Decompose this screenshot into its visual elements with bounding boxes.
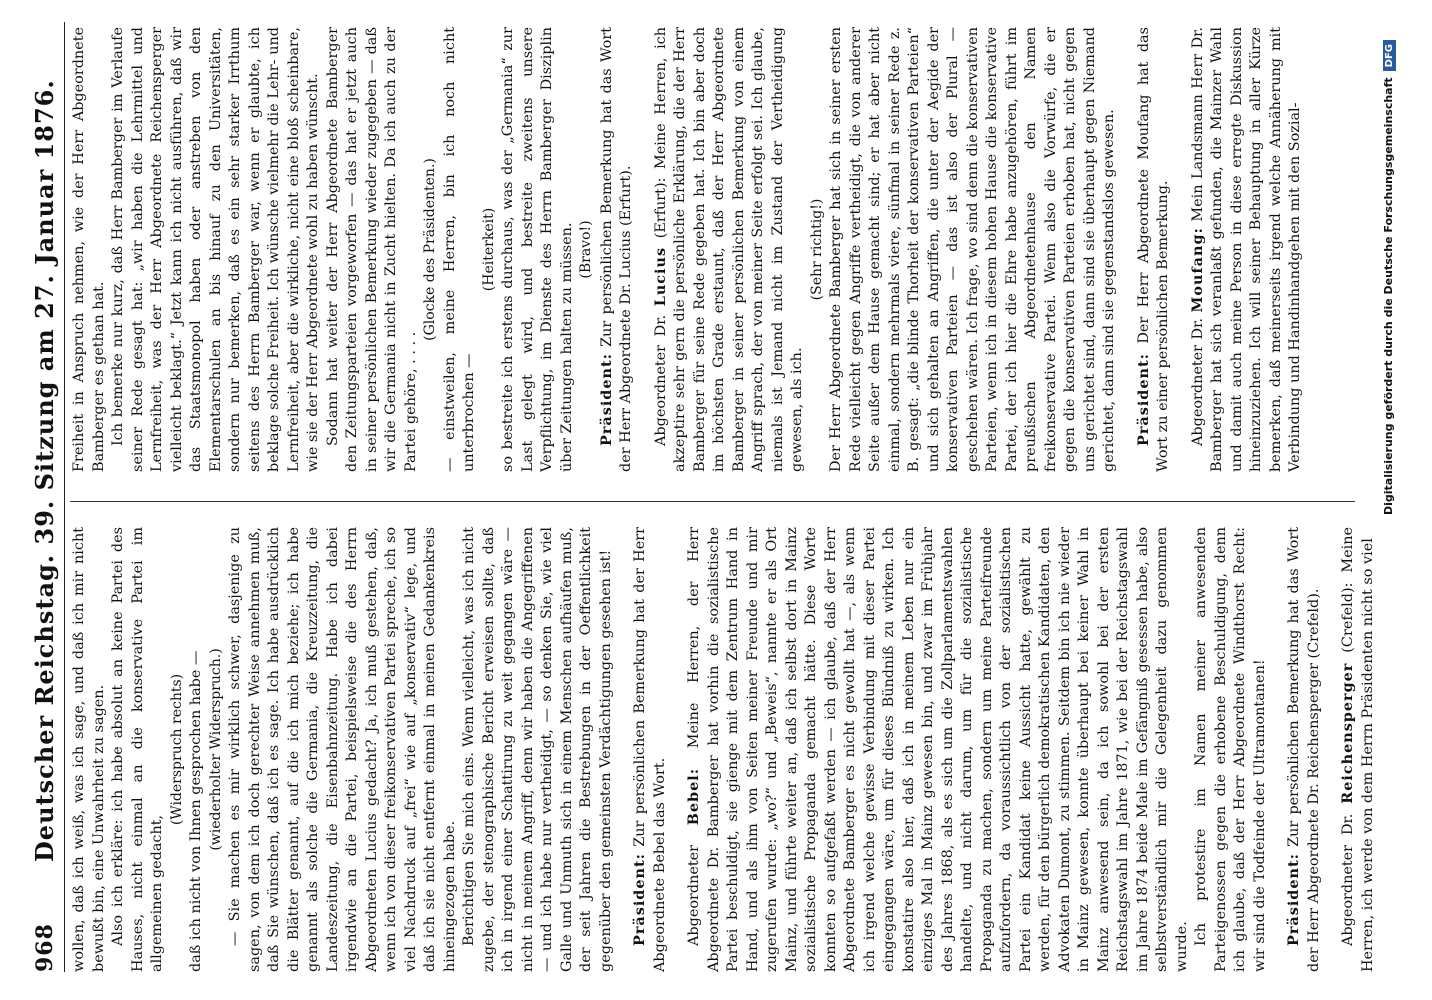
speaker-name: Präsident: — [1134, 353, 1152, 446]
interjection: (Glocke des Präsidenten.) — [422, 158, 438, 341]
speaker-name: Präsident: — [631, 853, 648, 946]
speaker-paragraph — [597, 27, 637, 472]
paragraph: Ich protestire im Namen meiner anwesenden Parteigenossen gegen die erhobene Beschuldigung, denn ich glaube, daß der Herr Abgeordnete Windthorst Recht: wir sind die Todfeinde der Ultramontanen! — [1193, 527, 1268, 972]
speaker-title: Abgeordneter Dr. — [652, 314, 669, 446]
paragraph: so bestreite ich erstens durchaus, was der „Germania“ zur Last gelegt wird, und bestreite zweitens unsere Verpflichtung, im Dienste des Herrn Bamberger Disziplin über Zeitungen halten zu müssen. — [500, 27, 575, 472]
speech-text: Zur persönlichen Bemerkung hat das Wort der Herr Abgeordnete Dr. Reichensperger (Crefeld). — [1286, 527, 1322, 972]
paragraph: Freiheit in Anspruch nehmen, wie der Herr Abgeordnete Bamberger es gethan hat. — [71, 27, 107, 472]
running-title: Deutscher Reichstag. 39. Sitzung am 27. Januar 1876. — [30, 79, 59, 862]
page-number: 968 — [32, 923, 58, 972]
digitization-credit — [1382, 0, 1396, 1000]
paragraph: Berichtigen Sie mich eins. Wenn vielleicht, was ich nicht zugebe, der stenographische Bericht erweisen sollte, daß ich in irgend einer Schattirung zu weit gegangen wäre — nicht in meinem Angriff, denn wir haben die Angegriffenen — und ich habe nur vertheidigt, — so denken Sie, wie viel Galle und Unmuth sich in einem Menschen aufhäufen muß, der seit Jahren die Bestrebungen in der Oeffentlichkeit gegenüber den gemeinsten Verdächtigungen gesehen ist! — [461, 527, 614, 972]
right-column — [70, 27, 1350, 472]
column-divider — [70, 501, 1355, 502]
speech-text: (Erfurt): Meine Herren, ich akzeptire sehr gern die persönliche Erklärung, die der Herr Bamberger für seine Rede gegeben hat. Ich bin aber doch im höchsten Grade erstaunt, daß der Herr Abgeordnete Bamberger in seiner persönlichen Bemerkung von einem Angriff sprach, der von meiner Seite erfolgt sei. Ich glaube, niemals ist Jemand nicht im Zustand der Vertheidigung gewesen, als ich. — [652, 26, 805, 472]
speech-text: Meine Herren, der Herr Abgeordnete Dr. Bamberger hat vorhin die sozialistische Partei beschuldigt, sie gienge mit dem Zentrum Hand in Hand, und als ihm von Seiten meiner Freunde und mir zugerufen wurde: „wo?“ und „Beweis“, nannte er als Ort Mainz, und führte weiter an, daß ich selbst dort in Mainz sozialistische Propaganda gemacht hätte. Diese Worte konnten so aufgefaßt werden — ich glaube, daß der Herr Abgeordnete Bamberger es nicht gewollt hat —, als wenn ich irgend welche gewisse Verbindung mit dieser Partei eingegangen wäre, um für dieses Bündniß zu wirken. Ich konstatire also hier, daß ich in meinem Leben nur ein einziges Mal in Mainz gewesen bin, und zwar im Frühjahr des Jahres 1868, als es sich um die Zollparlamentswahlen handelte, und nicht darum, um für die sozialistische Propaganda zu machen, sondern um meine Parteifreunde aufzufordern, da voraussichtlich von der sozialistischen Partei ein Kandidat keine Aussicht hatte, gewählt zu werden, für den bürgerlich demokratischen Kandidaten, den Advokaten Dumont, zu stimmen. Seitdem bin ich nie wieder in Mainz gewesen, konnte überhaupt bei keiner Wahl in Mainz anwesend sein, da ich sowohl bei der ersten Reichstagswahl im Jahre 1871, wie bei der Reichstagswahl im Jahre 1874 beide Male im Gefängniß gesessen habe, also selbstverständlich mir die Gelegenheit dazu genommen wurde. — [686, 527, 1190, 972]
speaker-title: Abgeordneter — [686, 844, 702, 946]
dfg-logo: DFG — [1383, 40, 1396, 71]
speaker-paragraph — [684, 527, 1192, 972]
speaker-title: Abgeordneter Dr. — [1189, 318, 1206, 446]
paragraph: Sodann hat weiter der Herr Abgeordnete Bamberger den Zeitungsparteien vorgeworfen — das hat er jetzt auch in seiner persönlichen Bemerkung wieder zugegeben — daß wir die Germania nicht in Zucht hielten. Da ich auch zu der Partei gehöre, . . . . — [324, 27, 419, 472]
speaker-paragraph — [1338, 527, 1378, 972]
speech-text: Der Herr Abgeordnete Moufang hat das Wort zu einer persönlichen Bemerkung. — [1135, 27, 1171, 472]
left-column — [70, 527, 1376, 972]
speaker-name: Reichensperger — [1339, 662, 1356, 804]
speech-text: Zur persönlichen Bemerkung hat der Herr Abgeordnete Bebel das Wort. — [632, 527, 668, 972]
paragraph: wollen, daß ich weiß, was ich sage, und daß ich mir nicht bewußt bin, eine Unwahrheit zu sagen. — [71, 527, 107, 972]
interjection: (Widerspruch rechts) — [168, 673, 185, 826]
paragraph: — einstweilen, meine Herren, bin ich noch nicht unterbrochen — — [441, 27, 477, 472]
interjection: (Sehr richtig!) — [808, 198, 825, 301]
credit-text: Digitalisierung gefördert durch die Deutsche Forschungsgemeinschaft — [1382, 77, 1395, 516]
speaker-paragraph — [1134, 27, 1174, 472]
paragraph: — Sie machen es mir wirklich schwer, dasjenige zu sagen, von dem ich doch gerechter Weise annehmen muß, daß Sie wünschen, daß ich es sage. Ich habe ausdrücklich die Blätter genannt, auf die ich mich beziehe; ich habe genannt als solche die Germania, die Kreuzzeitung, die Landeszeitung, die Eisenbahnzeitung. Habe ich dabei irgendwie an die Partei, beispielsweise die des Herrn Abgeordneten Lucius gedacht? Ja, ich muß gestehen, daß, wenn ich von dieser freikonservativen Partei spreche, ich so viel Nachdruck auf „frei“ wie auf „konservativ“ lege, und daß ich sie nicht entfernt einmal in meinen Gedankenkreis hineingezogen habe. — [227, 527, 458, 972]
speaker-paragraph — [651, 27, 808, 472]
paragraph: Also ich erkläre: ich habe absolut an keine Partei des Hauses, nicht einmal an die konservative Partei im allgemeinen gedacht, — [110, 527, 165, 972]
speaker-name: Präsident: — [1285, 853, 1302, 946]
speaker-name: Bebel: — [685, 767, 702, 826]
speech-text: Mein Landsmann Herr Dr. Bamberger hat sich veranlaßt gefunden, die Mainzer Wahl und damit auch meine Person in diese erregte Diskussion hineinzuziehen. Ich will seiner Behauptung in aller Kürze bemerken, daß meinerseits irgend welche Annäherung mit Verbindung und Handinhandgehen mit den Sozial- — [1189, 26, 1303, 472]
paragraph: Ich bemerke nur kurz, daß Herr Bamberger im Verlaufe seiner Rede gesagt hat: „wir haben die Lehrmittel und Lernfreiheit, was der Herr Abgeordnete Reichensperger vielleicht beklagt.“ Jetzt kann ich nicht ausführen, daß wir das Staatsmonopol haben oder anstreben von den Elementarschulen an bis hinauf zu den Universitäten, sondern nur bemerken, daß es ein sehr starker Irrthum seitens des Herrn Bamberger war, wenn er glaubte, ich beklage solche Freiheit. Ich wünsche vielmehr die Lehr- und Lernfreiheit, aber die wirkliche, nicht eine bloß scheinbare, wie sie der Herr Abgeordnete wohl zu haben wünscht. — [110, 27, 321, 472]
speaker-paragraph — [630, 527, 670, 972]
paragraph: Der Herr Abgeordnete Bamberger hat sich in seiner ersten Rede vielleicht gegen Angriffe vertheidigt, die von anderer Seite außer dem Hause gemacht sind; er hat aber nicht einmal, sondern mehrmals viere, sünfmal in seiner Rede z. B. gesagt: „die blinde Thorheit der konservativen Parteien“ und sich gehalten an Angriffen, die unter der Aegide der konservativen Parteien — das ist also der Plural — geschehen wären. Ich frage, wo sind denn die konservativen Parteien, wenn ich in diesem hohen Hause die konservative Partei, der ich hier die Ehre habe anzugehören, führt im preußischen Abgeordnetenhause den Namen freikonservative Partei. Wenn also die Vorwürfe, die er gegen die konservativen Parteien erhoben hat, nicht gegen uns gerichtet sind, dann sind sie überhaupt gegen Niemand gerichtet, dann sind sie gegenstandslos gewesen. — [828, 27, 1117, 472]
interjection: (wiederholter Widerspruch.) — [207, 648, 224, 851]
interjection: (Bravo!) — [578, 220, 594, 279]
paragraph: daß ich nicht von Ihnen gesprochen habe — — [188, 650, 204, 972]
speaker-title: Abgeordneter Dr. — [1340, 813, 1356, 946]
speaker-name: Präsident: — [597, 353, 615, 446]
speaker-paragraph — [1284, 527, 1324, 972]
speech-text: (Crefeld): Meine Herren, ich werde von dem Herrn Präsidenten nicht so viel — [1340, 527, 1376, 972]
speaker-paragraph — [1188, 27, 1306, 472]
page-header — [24, 22, 65, 972]
interjection: (Heiterkeit) — [480, 207, 497, 292]
speech-text: Zur persönlichen Bemerkung hat das Wort der Herr Abgeordnete Dr. Lucius (Erfurt). — [598, 27, 634, 472]
speaker-name: Lucius — [651, 246, 669, 307]
speaker-name: Moufang: — [1188, 227, 1206, 313]
